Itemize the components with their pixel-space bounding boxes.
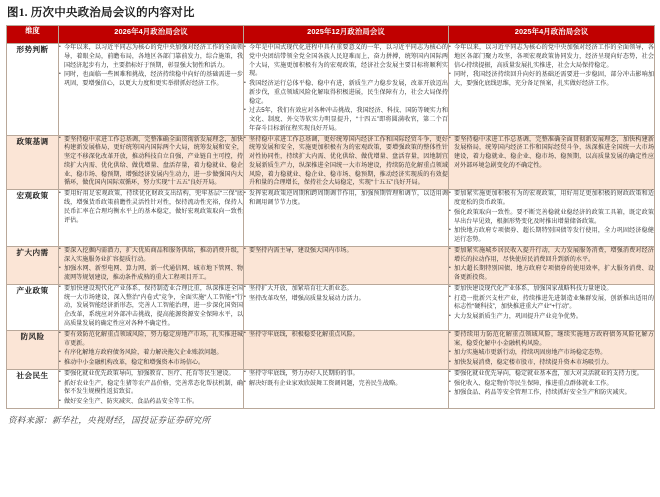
list-item: • 抓好农业生产，稳定生猪等农产品价格，完善常态化帮扶机制，确保不发生规模性返贫致贫。 [59,380,243,398]
row-label-1: 形势判断 [7,44,59,136]
column-header-meeting-2025-12: 2025年12月政治局会议 [244,26,449,44]
bullet-list [244,247,448,256]
row-label-6: 防风险 [7,330,59,369]
list-item: • 今年以来，以习近平同志为核心的党中央加强对经济工作的全面领导，各地区各部门聚力攻坚，各项宏观政策协同发力，经济呈现向好态势，社会信心持续提振，高质量发展扎实推进，社会大局保持稳定。 [449,44,654,70]
cell-r7-c3 [244,369,449,408]
list-item: • 要强化就业优先政策导向，加强教育、医疗、托育等民生建设。 [59,370,243,379]
bullet-list [244,190,448,208]
bullet-list [244,136,448,189]
cell-r1-c3 [244,44,449,136]
table-row [7,190,655,247]
table-body [7,44,655,409]
list-item: • 要用好用足宏观政策，持续优化财政支出结构，兜牢基层“三保”底线，增强货币政策前瞻性灵活性针对性，保持流动性充裕，保持人民币汇率在合理均衡水平上的基本稳定，做好宏观政策取向一致性评估。 [59,190,243,225]
bullet-list [244,370,448,389]
cell-r4-c4 [449,246,655,284]
list-item: • 坚持扩大开放，加紧培育壮大新业态。 [244,285,448,294]
bullet-list [244,331,448,340]
bullet-list [59,190,243,225]
table-row [7,135,655,190]
cell-r4-c3 [244,246,449,284]
cell-r5-c2 [59,284,244,330]
list-item: • 打造一批新兴支柱产业，持续推进先进制造业集群发展，创新推出适用的标志性“硬科技”，加快推进重大产业“+行动”。 [449,295,654,313]
cell-r1-c4 [449,44,655,136]
list-item: • 加快地方政府专项债券、超长期特别国债等发行使用，全力巩固经济稳健运行态势。 [449,227,654,245]
table-row [7,246,655,284]
row-label-4: 扩大内需 [7,246,59,284]
column-header-meeting-2025-04: 2025年4月政治局会议 [449,26,655,44]
source-note: 资料来源：新华社，央视财经，国投证券证券研究所 [8,414,211,425]
list-item: • 过去5年，我们有效应对各种冲击挑战，我国经济、科技、国防等硬实力和文化、制度、外交等软实力明显提升，“十四五”即将圆满收官，第二个百年奋斗目标新征程实现良好开局。 [244,107,448,133]
bullet-list [59,44,243,89]
list-item: • 要坚持内需主导，建设强大国内市场。 [244,247,448,256]
list-item: • 坚持守牢底线，努力办好人民期盼的事。 [244,370,448,379]
list-item: • 要有效防范化解重点领域风险，努力稳定房地产市场，扎实推进城市更新。 [59,331,243,349]
header-row [7,26,655,44]
list-item: • 今年以来，以习近平同志为核心的党中央加强对经济工作的全面领导，着眼全局，前瞻布局，各地区各部门靠前发力，综合施策，我国经济起步有力，主要指标好于预期，彰显强大韧性和活力。 [59,44,243,70]
cell-r3-c2 [59,190,244,247]
list-item: • 强化政策取向一致性。要不断完善稳就业稳经济的政策工具箱，既定政策早出台早见效，根据形势变化及时推出增量储备政策。 [449,209,654,227]
list-item: • 有序化解地方政府债务风险，着力解决拖欠企业账款问题。 [59,349,243,358]
table-header [7,26,655,44]
bullet-list [449,370,654,398]
cell-r4-c2 [59,246,244,284]
list-item: • 要加紧实施城乡居民收入提升行动，大力发展服务消费，增强消费对经济增长的拉动作用，尽快使居民消费回升到新的水平。 [449,247,654,265]
list-item: • 坚持改革攻坚，增强高质量发展动力活力。 [244,295,448,304]
bullet-list [59,285,243,329]
list-item: • 发挥宏观政策逆周期和跨周期调节作用，加强预期管理和调节，以适用调和调用调节节力度。 [244,190,448,208]
list-item: • 要加快建设现代化产业体系，保持制造业合理比重，纵深推进全国统一大市场建设，深入整治“内卷式”竞争，全面实施“人工智能+”行动，发展智能经济新形态，完善人工智能治理，进一步深化国资国企改革，系统应对外部冲击挑战，提高能源资源安全保障水平，以高质量发展的确定性应对各种不确定性。 [59,285,243,329]
table-row [7,369,655,408]
list-item: • 加强水网、新型电网、算力网、新一代通信网、城市地下管网、物流网等规划建设，推动条件成熟的重大工程项目开工。 [59,265,243,283]
list-item: • 推动中小金融机构改革，稳定和增强资本市场信心。 [59,359,243,368]
list-item: • 加强食品、药品等安全管理工作，持续抓好安全生产和防灾减灾。 [449,389,654,398]
list-item: • 加快发展消费，稳定楼市股市，持续提升资本市场吸引力。 [449,359,654,368]
bullet-list [244,44,448,134]
cell-r7-c4 [449,369,655,408]
list-item: • 同时，我国经济持续回升向好的基础还需要进一步稳固，部分冲击影响加大，要强化底线思维，充分备足预案，扎实做好经济工作。 [449,71,654,89]
list-item: • 要坚持稳中求进工作总基调，完整准确全面贯彻新发展理念，加快构建新发展格局，统筹国内经济工作和国际经贸斗争，纵深推进全国统一大市场建设，着力稳就业、稳企业、稳市场、稳预期，以高质量发展的确定性应对外部环境急剧变化的不确定性。 [449,136,654,171]
bullet-list [449,285,654,322]
list-item: • 要持续用力防范化解重点领域风险，继续实施地方政府债务风险化解方案，稳妥化解中小金融机构风险。 [449,331,654,349]
comparison-table [6,25,655,409]
cell-r2-c4 [449,135,655,190]
cell-r3-c4 [449,190,655,247]
list-item: • 我国经济运行总体平稳、稳中有进，新质生产力稳步发展，改革开放迈出新步伐，重点领域风险化解取得积极进展，民生保障有力，社会大局保持稳定。 [244,80,448,106]
list-item: • 要深入挖掘内需潜力，扩大优质商品和服务供给，推动消费升级，深入实施服务业扩容提质行动。 [59,247,243,265]
row-label-7: 社会民生 [7,369,59,408]
list-item: • 今年是中国式现代化进程中具有重要意义的一年，以习近平同志为核心的党中央团结带领全党全国各族人民迎难而上，奋力拼搏，统筹国内国际两个大局，实施更加积极有为的宏观政策，经济社会发展主要目标将顺利实现。 [244,44,448,79]
cell-r6-c4 [449,330,655,369]
page-title: 图1. 历次中央政治局会议的内容对比 [7,7,195,19]
list-item: • 要加紧实施更加积极有为的宏观政策，用好用足更加积极的财政政策和适度宽松的货币政策。 [449,190,654,208]
list-item: • 做好安全生产、防灾减灾、食品药品安全等工作。 [59,398,243,407]
row-label-2: 政策基调 [7,135,59,190]
row-label-5: 产业政策 [7,284,59,330]
cell-r2-c2 [59,135,244,190]
cell-r6-c2 [59,330,244,369]
column-header-dimension: 维度 [7,26,59,44]
list-item: • 要加快建设现代化产业体系，加强国家战略科技力量建设。 [449,285,654,294]
list-item: • 坚持守牢底线，积极稳妥化解重点风险。 [244,331,448,340]
cell-r7-c2 [59,369,244,408]
table-row [7,284,655,330]
cell-r5-c3 [244,284,449,330]
bullet-list [449,136,654,171]
table-row [7,330,655,369]
list-item: • 同时，也面临一些困难和挑战，经济持续稳中向好的基础需进一步巩固，要增强信心，以更大力度和更实举措抓好经济工作。 [59,71,243,89]
bullet-list [449,331,654,368]
list-item: • 坚持稳中求进工作总基调，更好统筹国内经济工作和国际经贸斗争，更好统筹发展和安全，实施更加积极有为的宏观政策，要增强政策的整体性针对性协同性，持续扩大内需、优化供给、做优增量、盘活存量，因地制宜发展新质生产力，纵深推进全国统一大市场建设，持续防范化解重点领域风险，着力稳就业、稳企业、稳市场、稳预期，推动经济实现质的有效提升和量的合理增长，保持社会大局稳定，实现“十五五”良好开局。 [244,136,448,189]
column-header-meeting-2026-04: 2026年4月政治局会议 [59,26,244,44]
table-row [7,44,655,136]
cell-r3-c3 [244,190,449,247]
cell-r1-c2 [59,44,244,136]
bullet-list [59,370,243,407]
cell-r2-c3 [244,135,449,190]
cell-r5-c4 [449,284,655,330]
list-item: • 大力发展新质生产力，巩固提升产业竞争优势。 [449,313,654,322]
cell-r6-c3 [244,330,449,369]
list-item: • 要坚持稳中求进工作总基调，完整准确全面贯彻新发展理念，加快构建新发展格局，更好统筹国内国际两个大局，统筹发展和安全，坚定不移深化改革开放，推动科技自立自强，产业链自主可控，持续扩大内需、优化供给、做优增量、盘活存量，着力稳就业、稳企业、稳市场、稳预期，增强经济发展内生动力，进一步做强国内大循环，做优国内国际双循环，努力实现“十五五”良好开局。 [59,136,243,189]
bullet-list [449,247,654,283]
bullet-list [244,285,448,304]
bullet-list [59,331,243,368]
list-item: • 解决好既有企业家欢欣鼓舞工资调问题，完善民生战略。 [244,380,448,389]
bullet-list [449,190,654,245]
bullet-list [449,44,654,89]
list-item: • 加力实施城市更新行动，持续巩固房地产市场稳定态势。 [449,349,654,358]
list-item: • 强化收入、稳定物价等民生保障，推进重点群体就业工作。 [449,380,654,389]
list-item: • 要强化就业优先导向，稳定就业基本盘，加大对灵活就业的支持力度。 [449,370,654,379]
bullet-list [59,247,243,283]
list-item: • 加大超长期特别国债、地方政府专项债券的使用效率，扩大服务消费、设备更新投资。 [449,265,654,283]
bullet-list [59,136,243,189]
row-label-3: 宏观政策 [7,190,59,247]
